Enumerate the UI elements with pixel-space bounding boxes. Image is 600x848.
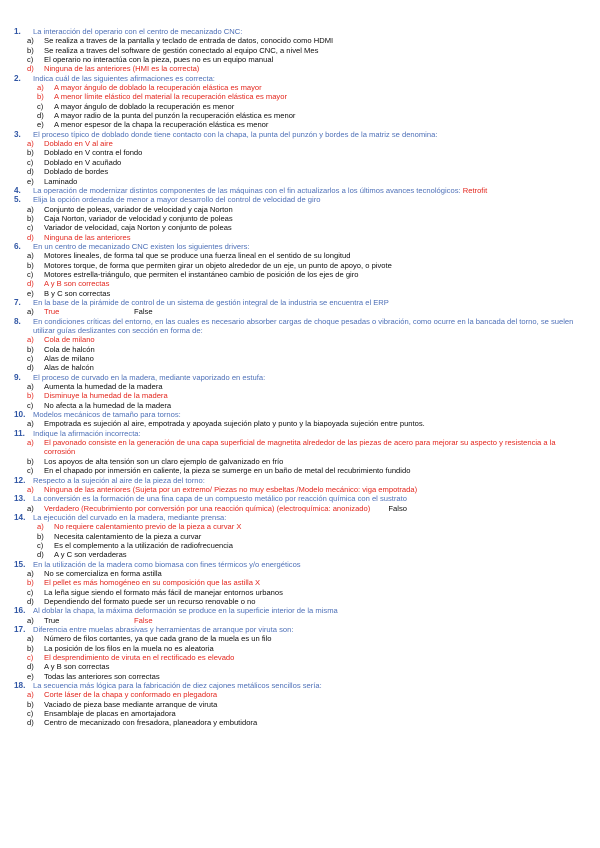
question-text: La interacción del operario con el centro de mecanizado CNC: (33, 27, 243, 36)
question-2 (14, 74, 586, 83)
option-correct: b) A menor límite elástico del material la recuperación elástica es mayor (37, 92, 287, 102)
question-text: Respecto a la sujeción al aire de la pieza del torno: (33, 475, 205, 485)
option-correct: d) Ninguna de las anteriores (27, 232, 131, 242)
question-number: 6. (14, 241, 21, 251)
true-false-row: a) True False (27, 615, 153, 625)
option: e) B y C son correctas (27, 288, 111, 298)
option-correct: a) Corte láser de la chapa y conformado en plegadora (27, 690, 218, 700)
option: b) Cola de halcón (27, 344, 95, 354)
option: c) En el chapado por inmersión en caliente, la pieza se sumerge en un baño de metal del recubrimiento fundido (27, 466, 411, 476)
question-18 (14, 681, 586, 690)
question-16 (14, 606, 586, 615)
false-option: Falso (388, 503, 407, 513)
question-text: La secuencia más lógica para la fabricación de diez cajones metálicos sencillos sería: (33, 681, 322, 691)
question-number: 3. (14, 129, 21, 139)
false-option-correct: False (134, 615, 153, 625)
question-number: 14. (14, 512, 26, 522)
option: a) Conjunto de poleas, variador de velocidad y caja Norton (27, 204, 233, 214)
option: c) Ensamblaje de placas en amortajadora (27, 709, 176, 719)
option: d) Centro de mecanizado con fresadora, planeadora y embutidora (27, 718, 258, 728)
question-text: Diferencia entre muelas abrasivas y herramientas de arranque por viruta son: (33, 625, 294, 634)
option: c) Motores estrella-triángulo, que permiten el instantáneo cambio de posición de los ejes de giro (27, 269, 359, 279)
option-correct: d) Ninguna de las anteriores (HMI es la correcta) (27, 64, 200, 74)
question-7 (14, 298, 586, 307)
option-correct: a) Cola de milano (27, 335, 95, 345)
option-row: a) Verdadero (Recubrimiento por conversión por una reacción química) (electroquímica: anonizado) Falso (27, 503, 407, 513)
question-number: 7. (14, 297, 21, 307)
question-5 (14, 195, 586, 204)
question-number: 15. (14, 559, 26, 569)
option: b) Doblado en V contra el fondo (27, 148, 143, 158)
question-number: 5. (14, 195, 21, 205)
option: b) Los apoyos de alta tensión son un claro ejemplo de galvanizado en frío (27, 456, 284, 466)
option-correct: a) A mayor ángulo de doblado la recuperación elástica es mayor (37, 83, 262, 93)
question-1 (14, 27, 586, 36)
option: d) Doblado de bordes (27, 167, 109, 177)
question-text: Al doblar la chapa, la máxima deformación se produce en la superficie interior de la misma (33, 606, 338, 616)
option-correct: a) El pavonado consiste en la generación de una capa superficial de magnetita alrededor de las piezas de acero para mejorar su aspecto y resistencia a la corrosión (27, 438, 556, 457)
question-number: 13. (14, 494, 26, 504)
question-15 (14, 560, 586, 569)
question-number: 10. (14, 410, 26, 420)
option-correct: c) El desprendimiento de viruta en el rectificado es elevado (27, 653, 235, 663)
question-text: El proceso típico de doblado donde tiene contacto con la chapa, la punta del punzón y bordes de la matriz se denomina: (33, 129, 438, 139)
true-option-correct: True (44, 307, 60, 317)
question-text: El proceso de curvado en la madera, mediante vaporizado en estufa: (33, 372, 266, 382)
option: c) Es el complemento a la utilización de radiofrecuencia (37, 540, 233, 550)
question-text: La operación de modernizar distintos componentes de las máquinas con el fin actualizarlos a los últimos avances tecnológicos: (33, 185, 461, 195)
question-8 (14, 317, 586, 336)
option: a) Número de filos cortantes, ya que cada grano de la muela es un filo (27, 634, 272, 644)
option: b) Necesita calentamiento de la pieza a curvar (37, 531, 202, 541)
option: c) Alas de milano (27, 354, 94, 364)
option: b) Vaciado de pieza base mediante arranque de viruta (27, 699, 218, 709)
option-correct: a) No requiere calentamiento previo de la pieza a curvar X (37, 522, 242, 532)
option: e) Laminado (27, 176, 78, 186)
option-correct: d) A y B son correctas (27, 279, 110, 289)
option: d) A mayor radio de la punta del punzón la recuperación elástica es menor (37, 111, 296, 121)
question-number: 1. (14, 27, 21, 36)
option: c) Doblado en V acuñado (27, 157, 122, 167)
question-13 (14, 494, 586, 503)
option: c) La leña sigue siendo el formato más fácil de manejar entornos urbanos (27, 587, 283, 597)
question-number: 8. (14, 316, 21, 326)
question-text: Elija la opción ordenada de menor a mayor desarrollo del control de velocidad de giro (33, 195, 321, 205)
option: d) Alas de halcón (27, 363, 94, 373)
option: d) A y B son correctas (27, 662, 110, 672)
inline-answer: Retrofit (462, 185, 488, 195)
option: b) Motores torque, de forma que permiten girar un objeto alrededor de un eje, un punto de apoyo, o pivote (27, 260, 392, 270)
option: c) A mayor ángulo de doblado la recuperación es menor (37, 101, 235, 111)
question-text: En la base de la pirámide de control de un sistema de gestión integral de la industria se encuentra el ERP (33, 297, 389, 307)
option: c) No afecta a la humedad de la madera (27, 400, 172, 410)
question-14 (14, 513, 586, 522)
option: c) Variador de velocidad, caja Norton y conjunto de poleas (27, 223, 232, 233)
option: a) No se comercializa en forma astilla (27, 568, 162, 578)
option-correct: a) Ninguna de las anteriores (Sujeta por un extremo/ Piezas no muy esbeltas /Modelo mecánico: viga empotrada) (27, 484, 418, 494)
question-text: La conversión es la formación de una fina capa de un compuesto metálico por reacción química con el sustrato (33, 494, 407, 504)
option-correct: Verdadero (Recubrimiento por conversión por una reacción química) (electroquímica: anonizado) (44, 503, 371, 513)
question-9 (14, 373, 586, 382)
question-text: En la utilización de la madera como biomasa con fines térmicos y/o energéticos (33, 559, 301, 569)
question-11 (14, 429, 586, 438)
question-number: 16. (14, 606, 26, 616)
question-text: Indique la afirmación incorrecta: (33, 428, 141, 438)
option: a) Aumenta la humedad de la madera (27, 382, 163, 392)
question-4 (14, 186, 586, 195)
question-17 (14, 625, 586, 634)
question-10 (14, 410, 586, 419)
option: e) A menor espesor de la chapa la recuperación elástica es menor (37, 120, 269, 130)
option: a) Se realiza a traves de la pantalla y teclado de entrada de datos, conocido como HDMI (27, 36, 334, 46)
option-correct: b) El pellet es más homogéneo en su composición que las astilla X (27, 578, 261, 588)
false-option: False (134, 307, 153, 317)
option-correct: b) Disminuye la humedad de la madera (27, 391, 168, 401)
true-option: True (44, 615, 60, 625)
option: d) A y C son verdaderas (37, 550, 127, 560)
question-text: En un centro de mecanizado CNC existen los siguientes drivers: (33, 241, 250, 251)
question-number: 9. (14, 372, 21, 382)
question-text: Indica cuál de las siguientes afirmaciones es correcta: (33, 73, 215, 83)
question-text: La ejecución del curvado en la madera, mediante prensa: (33, 512, 227, 522)
option: b) Se realiza a traves del software de gestión conectado al equipo CNC, a nivel Mes (27, 45, 319, 55)
option-correct: a) Doblado en V al aire (27, 139, 113, 149)
option: c) El operario no interactúa con la pieza, pues no es un equipo manual (27, 55, 274, 65)
option: a) Empotrada es sujeción al aire, empotrada y apoyada sujeción plato y punto y la biapoyada sujeción entre puntos. (27, 419, 425, 429)
option: b) Caja Norton, variador de velocidad y conjunto de poleas (27, 213, 233, 223)
question-12 (14, 476, 586, 485)
question-number: 4. (14, 185, 21, 195)
option: d) Dependiendo del formato puede ser un recurso renovable o no (27, 596, 256, 606)
option: b) La posición de los filos en la muela no es aleatoria (27, 643, 214, 653)
true-false-row: a) True False (27, 307, 153, 317)
question-text: Modelos mecánicos de tamaño para tornos: (33, 410, 181, 420)
option: e) Todas las anteriores son correctas (27, 671, 160, 681)
question-number: 12. (14, 475, 26, 485)
question-number: 18. (14, 681, 26, 691)
question-text: En condiciones críticas del entorno, en las cuales es necesario absorber cargas de choque pesadas o vibración, como ocurre en la bancada del torno, se suelen utilizar guías deslizantes con sección en forma de: (33, 316, 574, 335)
question-number: 17. (14, 625, 26, 634)
question-number: 2. (14, 73, 21, 83)
question-6 (14, 242, 586, 251)
question-3 (14, 130, 586, 139)
question-number: 11. (14, 428, 25, 438)
option: a) Motores lineales, de forma tal que se produce una fuerza lineal en el sentido de su longitud (27, 251, 351, 261)
